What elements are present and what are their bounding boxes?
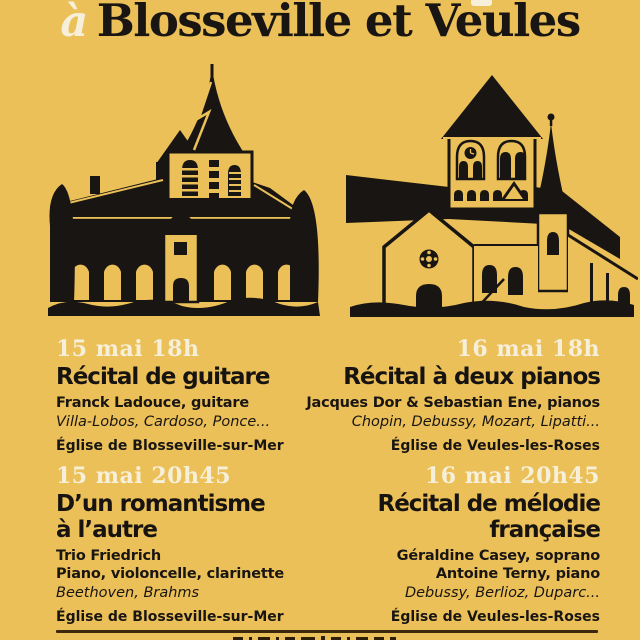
event-title (298, 364, 600, 390)
event-title-line: D’un romantisme (56, 491, 265, 517)
event-venue: Église de Blosseville-sur-Mer (56, 609, 284, 625)
performer-line: Géraldine Casey, soprano (396, 548, 600, 564)
event-performers (56, 547, 326, 583)
event-date: 16 mai 20h45 (424, 463, 600, 489)
event-title-line: française (489, 517, 600, 543)
event-title-line: Récital de guitare (56, 364, 270, 390)
event-title (56, 364, 326, 390)
cutoff-text-tops (233, 636, 396, 640)
title-main: Blosseville et Veules (96, 0, 580, 47)
performer-line: Jacques Dor & Sebastian Ene, pianos (306, 395, 600, 411)
event-title-line: à l’autre (56, 517, 157, 543)
performer-line: Trio Friedrich (56, 548, 161, 564)
event-venue: Église de Blosseville-sur-Mer (56, 438, 284, 454)
performer-line: Antoine Terny, piano (435, 566, 600, 582)
event-program: Chopin, Debussy, Mozart, Lipatti... (351, 414, 600, 430)
church-blosseville-illustration (42, 64, 324, 320)
event-performers (56, 394, 326, 412)
event-performers (298, 547, 600, 583)
event-title-line: Récital de mélodie (377, 491, 600, 517)
poster-title (0, 0, 640, 48)
event-card-romantisme (56, 463, 326, 626)
event-title (56, 491, 326, 543)
event-date: 15 mai 18h (56, 336, 200, 362)
event-card-melodie-francaise (298, 463, 600, 626)
event-date: 15 mai 20h45 (56, 463, 232, 489)
event-title-line: Récital à deux pianos (343, 364, 600, 390)
event-program: Debussy, Berlioz, Duparc... (404, 585, 600, 601)
event-program: Villa-Lobos, Cardoso, Ponce... (56, 414, 271, 430)
event-date: 16 mai 18h (456, 336, 600, 362)
event-program: Beethoven, Brahms (56, 585, 200, 601)
bottom-divider-rule (56, 630, 598, 633)
event-card-recital-deux-pianos (298, 336, 600, 455)
event-venue: Église de Veules-les-Roses (390, 438, 600, 454)
event-venue: Église de Veules-les-Roses (390, 609, 600, 625)
church-veules-illustration (346, 66, 638, 320)
performer-line: Piano, violoncelle, clarinette (56, 566, 284, 582)
title-prefix: à (60, 0, 87, 47)
event-performers (298, 394, 600, 412)
event-title (298, 491, 600, 543)
event-card-recital-guitare (56, 336, 326, 455)
performer-line: Franck Ladouce, guitare (56, 395, 249, 411)
